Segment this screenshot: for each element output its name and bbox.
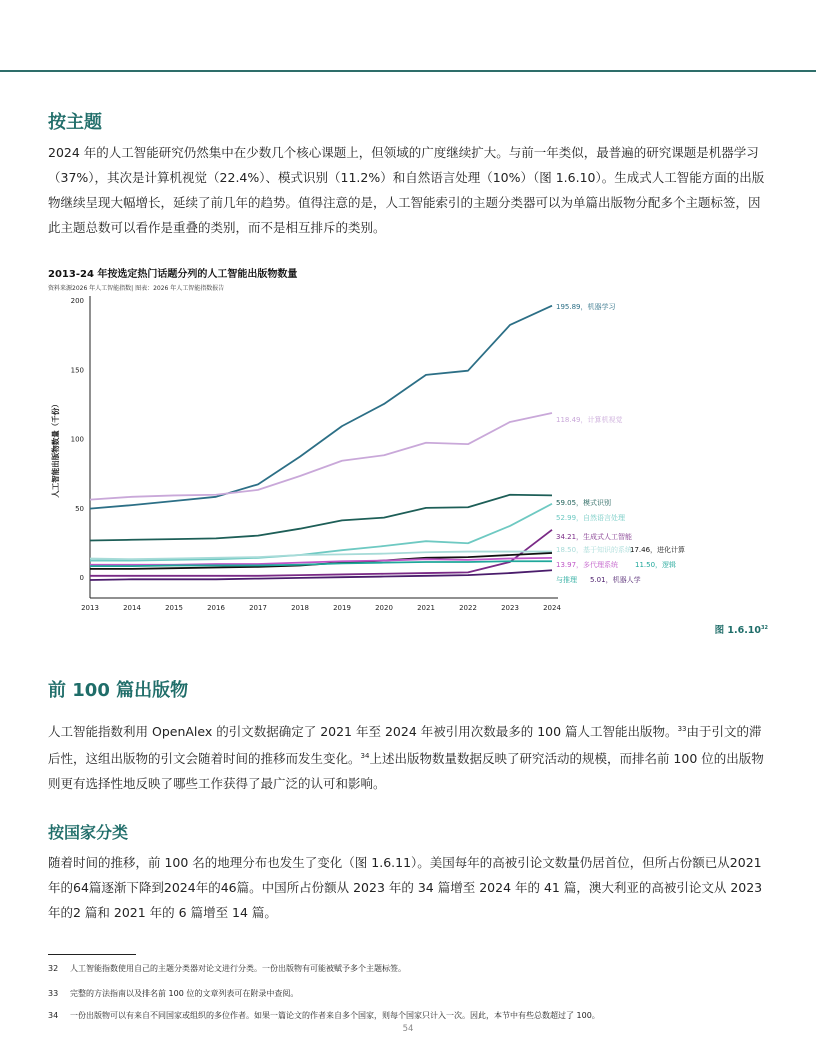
y-tick-label: 150 (70, 366, 84, 375)
y-axis-label: 人工智能出版物数量（千份） (51, 400, 60, 498)
figure-reference: 图 1.6.10$^{32}$ (714, 624, 768, 636)
x-tick-label: 2015 (165, 604, 183, 612)
section-paragraph-top-100: 人工智能指数利用 OpenAlex 的引文数据确定了 2021 年至 2024 年被引用次数最多的 100 篇人工智能出版物。$^{33}$由于引文的滞后性，这组出版物的引文会随着时间的推移而发生变化。$^{34}$上述出版物数量数据反映了研究活动的规模，而排名前 100 位的出版物则更有选择性地反映了哪些工作获得了最广泛的认可和影响。 (48, 724, 764, 792)
y-tick-label: 50 (75, 504, 84, 513)
x-tick-label: 2014 (123, 604, 141, 612)
footnote-33: 33 完整的方法指南以及排名前 100 位的文章列表可在附录中查阅。 (48, 989, 299, 998)
footnote-ref-34: 34 (360, 752, 370, 761)
series-end-label-10: 5.01，机器人学 (590, 576, 641, 584)
series-end-label-6: 18.50，基于知识的系统 (556, 546, 633, 554)
section-heading-by-topic: 按主题 (48, 112, 102, 133)
x-tick-label: 2013 (81, 604, 99, 612)
robotics-label-prefix: 与推理 (556, 576, 577, 584)
series-end-label-4: 52.99，自然语言处理 (556, 514, 626, 522)
x-tick-label: 2018 (291, 604, 309, 612)
x-tick-label: 2023 (501, 604, 519, 612)
section-heading-by-country: 按国家分类 (48, 823, 129, 842)
series-end-label-2: 118.49，计算机视觉 (556, 416, 623, 424)
section-heading-top-100: 前 100 篇出版物 (48, 680, 189, 701)
top-rule (0, 70, 816, 72)
footnote-ref-33: 33 (677, 725, 687, 733)
footnote-rule (48, 954, 136, 955)
chart-source: 资料来源2026 年人工智能指数| 图表：2026 年人工智能指数报告 (48, 285, 225, 292)
y-tick-label: 200 (70, 297, 84, 305)
page-number: 54 (402, 1024, 414, 1034)
series-line-1 (90, 306, 552, 509)
chart-title: 2013-24 年按选定热门话题分列的人工智能出版物数量 (48, 269, 298, 280)
line-chart (40, 292, 686, 622)
x-tick-label: 2021 (417, 604, 435, 612)
y-tick-label: 0 (79, 574, 84, 583)
series-end-label-5: 34.21，生成式人工智能 (556, 533, 633, 541)
x-tick-label: 2017 (249, 604, 267, 612)
x-tick-label: 2020 (375, 604, 393, 612)
footnote-32: 32 人工智能指数使用自己的主题分类器对论文进行分类。一份出版物有可能被赋予多个主题标签。 (48, 964, 406, 973)
footnote-34: 34 一份出版物可以有来自不同国家或组织的多位作者。如果一篇论文的作者来自多个国家，则每个国家只计入一次。因此，本节中有些总数超过了 100。 (48, 1011, 600, 1020)
x-tick-label: 2016 (207, 604, 225, 612)
y-tick-label: 100 (70, 435, 84, 444)
series-end-label-1: 195.89，机器学习 (556, 303, 616, 311)
x-tick-label: 2022 (459, 604, 477, 612)
x-tick-label: 2024 (543, 604, 561, 612)
series-end-label-3: 59.05，模式识别 (556, 499, 612, 507)
section-paragraph-by-country: 随着时间的推移，前 100 名的地理分布也发生了变化（图 1.6.11）。美国每年的高被引论文数量仍居首位，但所占份额已从2021 年的64篇逐渐下降到2024年的46篇。中国所占份额从 2023 年的 34 篇增至 2024 年的 41 篇，澳大利亚的高被引论文从 2023 年的2 篇和 2021 年的 6 篇增至 14 篇。 (48, 855, 763, 920)
series-end-label-7: 17.46，进化计算 (630, 546, 686, 554)
series-end-label-8: 13.97，多代理系统 (556, 561, 619, 569)
x-tick-label: 2019 (333, 604, 351, 612)
series-end-label-9: 11.50，逻辑 (635, 561, 677, 569)
series-line-2 (90, 413, 552, 500)
section-paragraph-by-topic: 2024 年的人工智能研究仍然集中在少数几个核心课题上，但领域的广度继续扩大。与前一年类似，最普遍的研究课题是机器学习（37%），其次是计算机视觉（22.4%）、模式识别（11.2%）和自然语言处理（10%）（图 1.6.10）。生成式人工智能方面的出版物继续呈现大幅增长，延续了前几年的趋势。值得注意的是，人工智能索引的主题分类器可以为单篇出版物分配多个主题标签，因此主题总数可以看作是重叠的类别，而不是相互排斥的类别。 (48, 145, 765, 235)
